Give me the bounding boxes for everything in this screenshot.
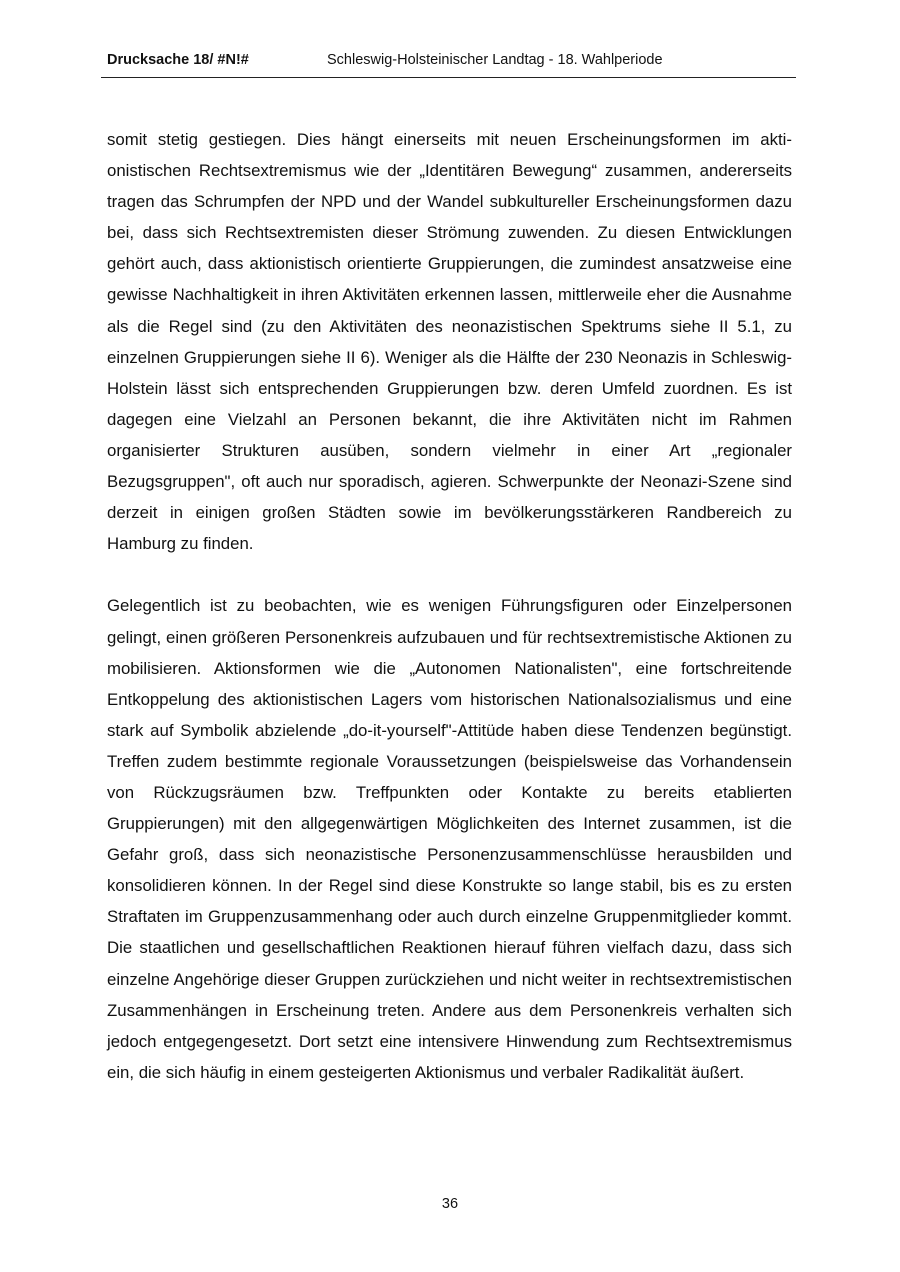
- paragraph: somit stetig gestiegen. Dies hängt einerseits mit neuen Erscheinungsformen im aktionistischen Rechtsextremismus wie der „Identitären Bewegung“ zusammen, andererseits tragen das Schrumpfen der NPD und der Wandel subkultureller Erscheinungsformen dazu bei, dass sich Rechtsextremisten dieser Strömung zuwenden. Zu diesen Entwicklungen gehört auch, dass aktionistisch orientierte Gruppierungen, die zumindest ansatzweise eine gewisse Nachhaltigkeit in ihren Aktivitäten erkennen lassen, mittlerweile eher die Ausnahme als die Regel sind (zu den Aktivitäten des neonazistischen Spektrums siehe II 5.1, zu einzelnen Gruppierungen siehe II 6). Weniger als die Hälfte der 230 Neonazis in Schleswig-Holstein lässt sich entsprechenden Gruppierungen bzw. deren Umfeld zuordnen. Es ist dagegen eine Vielzahl an Personen bekannt, die ihre Aktivitäten nicht im Rahmen organisierter Strukturen ausüben, sondern vielmehr in einer Art „regionaler Bezugsgruppen", oft auch nur sporadisch, agieren. Schwerpunkte der Neonazi-Szene sind derzeit in einigen großen Städten sowie im bevölkerungsstärkeren Randbereich zu Hamburg zu finden.: [107, 130, 792, 554]
- page-header: [101, 50, 796, 78]
- body-text: [107, 124, 792, 1088]
- header-title: Schleswig-Holsteinischer Landtag - 18. Wahlperiode: [327, 52, 663, 68]
- paragraph: Gelegentlich ist zu beobachten, wie es wenigen Führungsfiguren oder Einzelpersonen gelingt, einen größeren Personenkreis aufzubauen und für rechtsextremistische Aktionen zu mobilisieren. Aktionsformen wie die „Autonomen Nationalisten", eine fortschreitende Entkoppelung des aktionistischen Lagers vom historischen Nationalsozialismus und eine stark auf Symbolik abzielende „do-it-yourself"-Attitüde haben diese Tendenzen begünstigt. Treffen zudem bestimmte regionale Voraussetzungen (beispielsweise das Vorhandensein von Rückzugsräumen bzw. Treffpunkten oder Kontakte zu bereits etablierten Gruppierungen) mit den allgegenwärtigen Möglichkeiten des Internet zusammen, ist die Gefahr groß, dass sich neonazistische Personenzusammenschlüsse herausbilden und konsolidieren können. In der Regel sind diese Konstrukte so lange stabil, bis es zu ersten Straftaten im Gruppenzusammenhang oder auch durch einzelne Gruppenmitglieder kommt. Die staatlichen und gesellschaftlichen Reaktionen hierauf führen vielfach dazu, dass sich einzelne Angehörige dieser Gruppen zurückziehen und nicht weiter in rechtsextremistischen Zusammenhängen in Erscheinung treten. Andere aus dem Personenkreis verhalten sich jedoch entgegengesetzt. Dort setzt eine intensivere Hinwendung zum Rechtsextremismus ein, die sich häufig in einem gesteigerten Aktionismus und verbaler Radikalität äußert.: [107, 596, 792, 1082]
- document-number: Drucksache 18/ #N!#: [107, 52, 249, 68]
- page-number: 36: [441, 1196, 459, 1212]
